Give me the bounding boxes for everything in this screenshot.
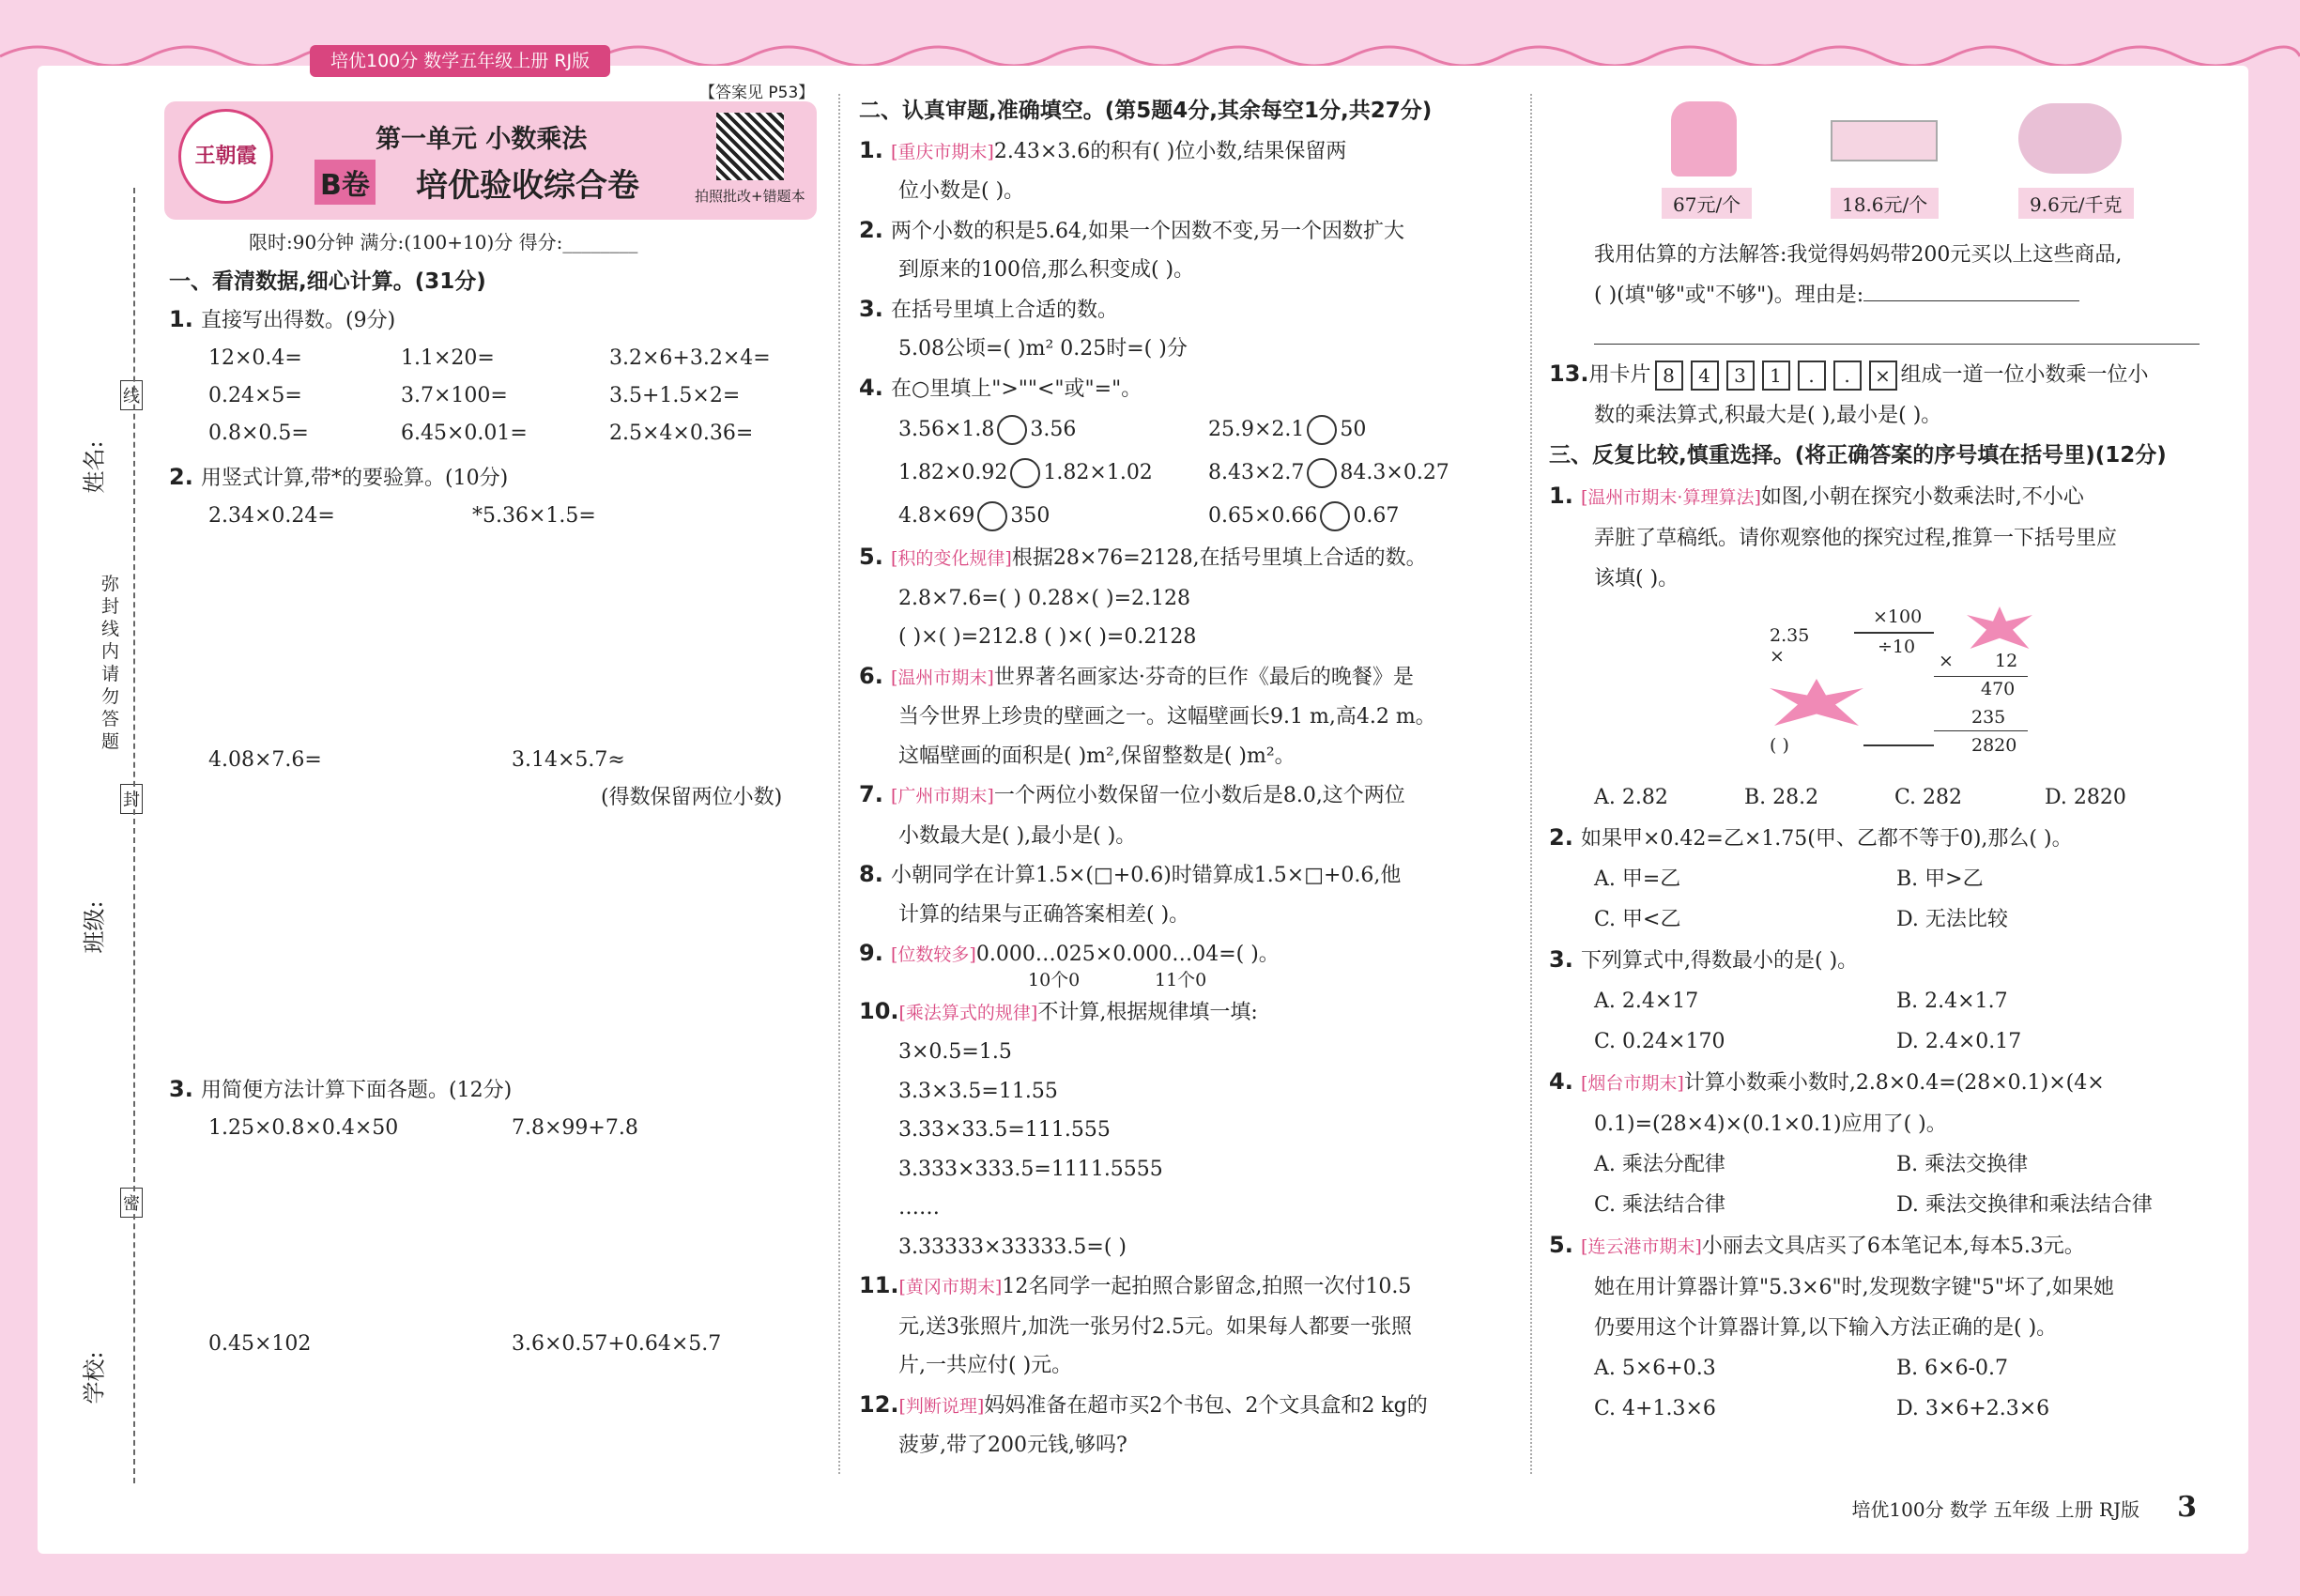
- q-num: 5.: [1549, 1232, 1573, 1258]
- q-num: 1.: [1549, 483, 1573, 509]
- number-card: 1: [1762, 361, 1790, 391]
- fig-blank: ( ): [1770, 735, 1789, 756]
- q-text: 一个两位小数保留一位小数后是8.0,这个两位: [993, 784, 1405, 807]
- calc-item: 3.2×6+3.2×4=: [609, 346, 771, 370]
- q-text: 片,一共应付( )元。: [898, 1354, 1073, 1377]
- compare-circle[interactable]: [977, 501, 1007, 531]
- compare-left: 1.82×0.92: [898, 461, 1008, 484]
- option[interactable]: C. 4+1.3×6: [1594, 1397, 1716, 1420]
- source-tag: [广州市期末]: [891, 786, 994, 806]
- q-num: 13.: [1549, 361, 1589, 387]
- compare-right: 3.56: [1030, 418, 1077, 441]
- q-num: 7.: [859, 781, 883, 807]
- title-banner: [164, 101, 817, 220]
- q-num: 3.: [859, 295, 883, 322]
- q-num: 10.: [859, 997, 899, 1024]
- q-text: 用卡片: [1588, 363, 1651, 387]
- calc-item: 3.14×5.7≈: [512, 748, 625, 772]
- option[interactable]: D. 无法比较: [1896, 908, 2008, 931]
- q-text: 到原来的100倍,那么积变成( )。: [898, 258, 1195, 282]
- answers-ref: 【答案见 P53】: [699, 84, 815, 102]
- class-label: 班级:: [81, 900, 108, 954]
- q-num: 9.: [859, 940, 883, 966]
- q-text: 在括号里填上合适的数。: [891, 298, 1119, 322]
- price-3: 9.6元/千克: [2018, 188, 2134, 219]
- source-tag: [温州市期末]: [891, 667, 994, 688]
- exam-info: 限时:90分钟 满分:(100+10)分 得分:________: [249, 231, 638, 253]
- pattern-row: 3.333×333.5=1111.5555: [898, 1157, 1163, 1181]
- pineapple-image: [2018, 103, 2122, 174]
- option[interactable]: D. 2820: [2045, 786, 2126, 809]
- source-tag: [判断说理]: [898, 1395, 985, 1417]
- q-text: 12名同学一起拍照合影留念,拍照一次付10.5: [1002, 1275, 1412, 1298]
- pattern-row: 3.33×33.5=111.555: [898, 1118, 1111, 1142]
- section-1-title: 一、看清数据,细心计算。(31分): [169, 269, 486, 294]
- q-text: 计算小数乘小数时,2.8×0.4=(28×0.1)×(4×: [1683, 1071, 2105, 1095]
- fig-label: 2820: [1971, 735, 2017, 756]
- option[interactable]: D. 3×6+2.3×6: [1896, 1397, 2050, 1420]
- name-label: 姓名:: [81, 440, 108, 494]
- binding-mark-seal: 封: [120, 784, 143, 814]
- source-tag: [重庆市期末]: [891, 141, 994, 162]
- option[interactable]: B. 乘法交换律: [1896, 1153, 2029, 1176]
- number-card: .: [1833, 361, 1862, 391]
- option[interactable]: A. 5×6+0.3: [1594, 1357, 1716, 1380]
- number-card: .: [1798, 361, 1826, 391]
- column-divider: [838, 94, 840, 1474]
- school-label: 学校:: [81, 1351, 108, 1404]
- unit-title: 第一单元 小数乘法: [376, 125, 588, 154]
- q-num: 3.: [1549, 946, 1573, 973]
- q-num: 8.: [859, 861, 883, 887]
- ink-splat: [1770, 679, 1863, 726]
- calc-item: 2.5×4×0.36=: [609, 422, 754, 445]
- section-3-title: 三、反复比较,慎重选择。(将正确答案的序号填在括号里)(12分): [1549, 443, 2167, 468]
- calc-grid: [208, 340, 826, 453]
- q-text: 我用估算的方法解答:我觉得妈妈带200元买以上这些商品,: [1594, 243, 2123, 267]
- option[interactable]: B. 6×6-0.7: [1896, 1357, 2009, 1380]
- calc-item: 3.6×0.57+0.64×5.7: [512, 1332, 722, 1356]
- option[interactable]: A. 乘法分配律: [1594, 1153, 1725, 1176]
- calc-item: 1.25×0.8×0.4×50: [208, 1116, 399, 1140]
- q-num: 4.: [1549, 1068, 1573, 1095]
- pattern-row: ……: [898, 1196, 940, 1220]
- q-text: 用竖式计算,带*的要验算。(10分): [201, 467, 509, 490]
- fig-label: ×: [1770, 646, 1785, 667]
- draft-figure: [1549, 599, 2206, 777]
- fig-label: 2.35: [1770, 625, 1810, 646]
- q-num: 11.: [859, 1272, 899, 1298]
- source-tag: [乘法算式的规律]: [898, 1002, 1038, 1023]
- calc-item: 0.24×5=: [208, 384, 302, 407]
- q-text: 菠萝,带了200元钱,够吗?: [898, 1434, 1127, 1457]
- compare-right: 350: [1010, 504, 1050, 528]
- compare-right: 84.3×0.27: [1340, 461, 1449, 484]
- column-divider: [1530, 94, 1532, 1474]
- answer-line[interactable]: [1594, 315, 2200, 345]
- q3-workspace: [169, 1110, 826, 1326]
- q2-workspace: [169, 498, 826, 742]
- q-text: 下列算式中,得数最小的是( )。: [1581, 949, 1859, 973]
- q-text: 妈妈准备在超市买2个书包、2个文具盒和2 kg的: [984, 1393, 1428, 1418]
- q-text: 0.000…025×0.000…04=( )。: [975, 943, 1280, 966]
- pattern-row: 3.33333×33333.5=( ): [898, 1235, 1127, 1259]
- q-text: 直接写出得数。(9分): [201, 309, 396, 332]
- calc-item: 7.8×99+7.8: [512, 1116, 638, 1140]
- q-text: 2.43×3.6的积有( )位小数,结果保留两: [993, 139, 1347, 163]
- footer-text: 培优100分 数学 五年级 上册 RJ版: [1851, 1498, 2140, 1521]
- q-text: 用简便方法计算下面各题。(12分): [201, 1079, 513, 1102]
- compare-circle[interactable]: [1307, 458, 1337, 488]
- compare-left: 4.8×69: [898, 504, 975, 528]
- q-text: 世界著名画家达·芬奇的巨作《最后的晚餐》是: [993, 665, 1414, 689]
- option[interactable]: A. 甲=乙: [1594, 867, 1681, 891]
- price-1: 67元/个: [1662, 188, 1752, 219]
- number-card: 8: [1655, 361, 1683, 391]
- q-text: 2.8×7.6=( ) 0.28×( )=2.128: [898, 586, 1190, 610]
- q-text: 根据28×76=2128,在括号里填上合适的数。: [1011, 546, 1427, 570]
- fig-label: ×100: [1873, 606, 1923, 627]
- q-text: 两个小数的积是5.64,如果一个因数不变,另一个因数扩大: [891, 219, 1404, 243]
- brace-label: 11个0: [1155, 969, 1207, 990]
- calc-item: 0.45×102: [208, 1332, 312, 1356]
- q-text: 如图,小朝在探究小数乘法时,不小心: [1760, 485, 2084, 509]
- rule: [1934, 730, 2028, 731]
- compare-circle[interactable]: [997, 415, 1027, 445]
- calc-item: 0.8×0.5=: [208, 422, 309, 445]
- section-2-title: 二、认真审题,准确填空。(第5题4分,其余每空1分,共27分): [859, 99, 1433, 123]
- q-text: 位小数是( )。: [898, 179, 1025, 203]
- q-text: 计算的结果与正确答案相差( )。: [898, 902, 1190, 927]
- exam-title: 培优验收综合卷: [416, 167, 639, 205]
- q-num: 1.: [859, 136, 883, 163]
- q-text: 该填( )。: [1594, 567, 1679, 591]
- number-card: ×: [1869, 361, 1897, 391]
- option[interactable]: C. 0.24×170: [1594, 1030, 1725, 1053]
- price-2: 18.6元/个: [1831, 188, 1939, 219]
- source-tag: [黄冈市期末]: [898, 1277, 1003, 1297]
- arrow-line: [1854, 632, 1934, 634]
- compare-circle[interactable]: [1307, 415, 1337, 445]
- option[interactable]: C. 282: [1894, 786, 1963, 809]
- q-num: 3.: [169, 1076, 193, 1102]
- source-tag: [烟台市期末]: [1581, 1073, 1684, 1094]
- q-text: 小丽去文具店买了6本笔记本,每本5.3元。: [1701, 1235, 2085, 1258]
- number-card: 4: [1691, 361, 1719, 391]
- q-text: 仍要用这个计算器计算,以下输入方法正确的是( )。: [1594, 1316, 2058, 1340]
- pencil-box-image: [1831, 120, 1938, 161]
- compare-left: 8.43×2.7: [1208, 461, 1305, 484]
- arrow-line: [1863, 744, 1934, 746]
- section-3: [1549, 235, 2206, 1429]
- q-text: ( )×( )=212.8 ( )×( )=0.2128: [898, 625, 1197, 649]
- option[interactable]: B. 2.4×1.7: [1896, 990, 2008, 1013]
- q-text: 当今世界上珍贵的壁画之一。这幅壁画长9.1 m,高4.2 m。: [898, 705, 1436, 729]
- source-tag: [位数较多]: [891, 944, 976, 965]
- logo: 王朝霞: [178, 109, 273, 204]
- calc-item: *5.36×1.5=: [472, 504, 596, 528]
- option[interactable]: A. 2.82: [1594, 786, 1668, 809]
- fig-label: 12: [1995, 651, 2018, 671]
- option[interactable]: B. 28.2: [1744, 786, 1819, 809]
- binding-line: [133, 188, 135, 1483]
- binding-mark-secret: 密: [120, 1188, 143, 1218]
- qr-code-icon[interactable]: [716, 113, 784, 180]
- q-num: 2.: [859, 216, 883, 243]
- source-tag: [连云港市期末]: [1581, 1236, 1702, 1257]
- footer: [1851, 1491, 2197, 1524]
- calc-item: 3.7×100=: [401, 384, 508, 407]
- compare-left: 0.65×0.66: [1208, 504, 1318, 528]
- q3-workspace-2: [169, 1326, 826, 1363]
- option[interactable]: D. 2.4×0.17: [1896, 1030, 2022, 1053]
- q-text: 不计算,根据规律填一填:: [1037, 1000, 1258, 1024]
- q-text: 在○里填上">""<"或"="。: [891, 376, 1142, 401]
- backpack-image: [1671, 101, 1737, 176]
- q-text: 数的乘法算式,积最大是( ),最小是( )。: [1594, 404, 1942, 427]
- calc-item: 4.08×7.6=: [208, 748, 322, 772]
- option[interactable]: D. 乘法交换律和乘法结合律: [1896, 1193, 2153, 1217]
- pattern-list: [859, 1033, 1516, 1266]
- q-text: 她在用计算器计算"5.3×6"时,发现数字键"5"坏了,如果她: [1594, 1276, 2114, 1299]
- q-text: 如果甲×0.42=乙×1.75(甲、乙都不等于0),那么( )。: [1581, 827, 2073, 851]
- q-text: 弄脏了草稿纸。请你观察他的探究过程,推算一下括号里应: [1594, 527, 2117, 550]
- calc-item: 3.5+1.5×2=: [609, 384, 741, 407]
- section-2: [859, 92, 1516, 1466]
- compare-right: 0.67: [1353, 504, 1400, 528]
- compare-circle[interactable]: [1320, 501, 1350, 531]
- ink-splat: [1967, 606, 2032, 649]
- answer-line[interactable]: [1863, 300, 2079, 301]
- calc-item: 12×0.4=: [208, 346, 302, 370]
- rounding-note: (得数保留两位小数): [601, 786, 783, 809]
- source-tag: [温州市期末·算理算法]: [1581, 487, 1761, 508]
- page-number: 3: [2177, 1491, 2197, 1524]
- binding-note: 弥封线内请勿答题: [101, 574, 120, 752]
- fig-label: 235: [1971, 707, 2006, 728]
- compare-left: 25.9×2.1: [1208, 418, 1305, 441]
- q-text: 这幅壁画的面积是( )m²,保留整数是( )m²。: [898, 744, 1296, 768]
- calc-item: 6.45×0.01=: [401, 422, 528, 445]
- brace-label: 10个0: [1028, 969, 1081, 990]
- binding-mark-line: 线: [120, 380, 143, 410]
- q-text: 元,送3张照片,加洗一张另付2.5元。如果每人都要一张照: [898, 1314, 1412, 1339]
- pattern-row: 3×0.5=1.5: [898, 1040, 1012, 1064]
- option[interactable]: C. 甲<乙: [1594, 908, 1681, 931]
- q2-workspace-2: [169, 742, 826, 1070]
- q-text: ( )(填"够"或"不够")。理由是:: [1594, 284, 1864, 307]
- compare-circle[interactable]: [1010, 458, 1040, 488]
- compare-right: 50: [1340, 418, 1367, 441]
- q-num: 6.: [859, 662, 883, 689]
- source-tag: [积的变化规律]: [891, 548, 1012, 569]
- fig-label: ÷10: [1878, 637, 1916, 657]
- option[interactable]: A. 2.4×17: [1594, 990, 1699, 1013]
- q-num: 2.: [169, 464, 193, 490]
- option[interactable]: B. 甲>乙: [1896, 867, 1984, 891]
- q-num: 1.: [169, 306, 193, 332]
- q-text: 组成一道一位小数乘一位小: [1900, 363, 2149, 387]
- volume-badge: B卷: [314, 160, 376, 205]
- q-num: 2.: [1549, 824, 1573, 851]
- compare-left: 3.56×1.8: [898, 418, 995, 441]
- q-text: 5.08公顷=( )m² 0.25时=( )分: [898, 337, 1188, 361]
- option[interactable]: C. 乘法结合律: [1594, 1193, 1726, 1217]
- fig-label: ×: [1939, 651, 1954, 671]
- rule: [1934, 676, 2028, 677]
- compare-grid: [859, 408, 1516, 538]
- q-num: 5.: [859, 544, 883, 570]
- header-tab: 培优100分 数学五年级上册 RJ版: [310, 45, 610, 77]
- q-text: 小数最大是( ),最小是( )。: [898, 823, 1137, 848]
- calc-item: 2.34×0.24=: [208, 504, 335, 528]
- section-1: [169, 263, 826, 1363]
- compare-right: 1.82×1.02: [1043, 461, 1153, 484]
- q-num: 12.: [859, 1390, 899, 1418]
- number-card: 3: [1726, 361, 1755, 391]
- q-text: 小朝同学在计算1.5×(□+0.6)时错算成1.5×□+0.6,他: [891, 864, 1402, 887]
- q-text: 0.1)=(28×4)×(0.1×0.1)应用了( )。: [1594, 1113, 1947, 1136]
- qr-caption: 拍照批改+错题本: [695, 188, 805, 205]
- pattern-row: 3.3×3.5=11.55: [898, 1079, 1058, 1103]
- q-num: 4.: [859, 374, 883, 401]
- calc-item: 1.1×20=: [401, 346, 495, 370]
- fig-label: 470: [1981, 679, 2016, 699]
